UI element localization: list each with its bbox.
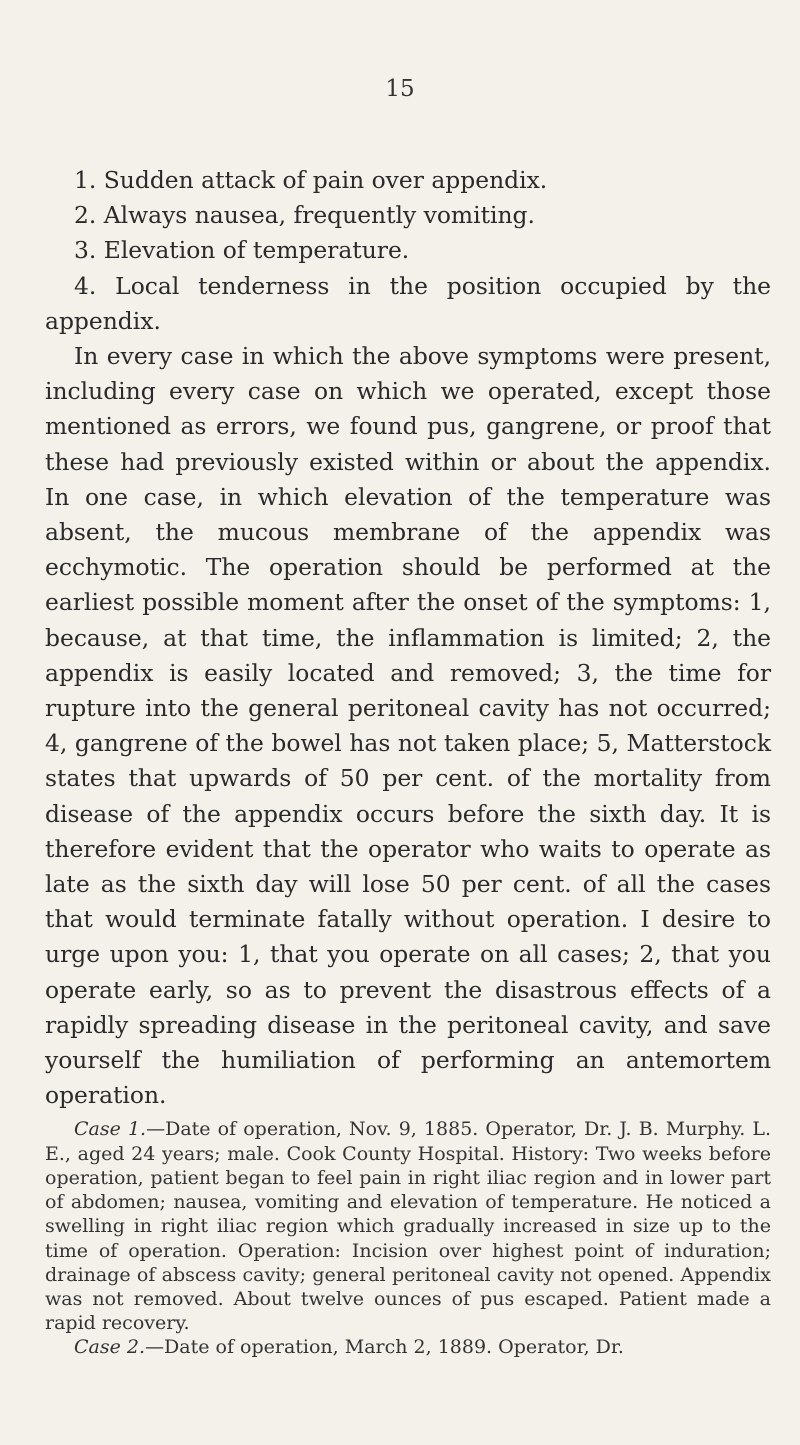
- case-1-text: —Date of operation, Nov. 9, 1885. Operator, Dr. J. B. Murphy. L. E., aged 24 years; male. Cook County Hospital. History: Two weeks before operation, patient began to feel pain in right iliac region and in lower part of abdomen; nausea, vomiting and elevation of temperature. He noticed a swelling in right iliac region which gradually increased in size up to the time of operation. Operation: Incision over highest point of induration; drainage of abscess cavity; general peritoneal cavity not opened. Appendix was not removed. About twelve ounces of pus escaped. Patient made a rapid recovery.: [45, 1118, 771, 1335]
- symptom-item-3: 3. Elevation of temperature.: [74, 236, 410, 265]
- page-number: 15: [385, 76, 415, 102]
- case-2-paragraph: [45, 1335, 771, 1359]
- symptom-item-1: 1. Sudden attack of pain over appendix.: [74, 166, 548, 194]
- case-2-label: Case 2.: [74, 1336, 146, 1359]
- case-2-text: —Date of operation, March 2, 1889. Operator, Dr.: [145, 1336, 624, 1359]
- case-1-paragraph: [45, 1117, 771, 1335]
- case-1-label: Case 1.: [74, 1118, 147, 1141]
- body-paragraph: In every case in which the above symptoms were present, including every case on which we operated, except those mentioned as errors, we found pus, gangrene, or proof that these had previously existed within or about the appendix. In one case, in which elevation of the temperature was absent, the mucous membrane of the appendix was ecchymotic. The operation should be performed at the earliest possible moment after the onset of the symptoms: 1, because, at that time, the inflammation is limited; 2, the appendix is easily located and removed; 3, the time for rupture into the general peritoneal cavity has not occurred; 4, gangrene of the bowel has not taken place; 5, Matterstock states that upwards of 50 per cent. of the mortality from disease of the appendix occurs before the sixth day. It is therefore evident that the operator who waits to operate as late as the sixth day will lose 50 per cent. of all the cases that would terminate fatally without operation. I desire to urge upon you: 1, that you operate on all cases; 2, that you operate early, so as to prevent the disastrous effects of a rapidly spreading disease in the peritoneal cavity, and save yourself the humiliation of performing an antemortem operation.: [45, 342, 771, 1110]
- text-column: [45, 163, 771, 1360]
- symptom-item-2: 2. Always nausea, frequently vomiting.: [74, 201, 535, 230]
- symptom-item-4: 4. Local tenderness in the position occupied by the appendix.: [45, 271, 771, 335]
